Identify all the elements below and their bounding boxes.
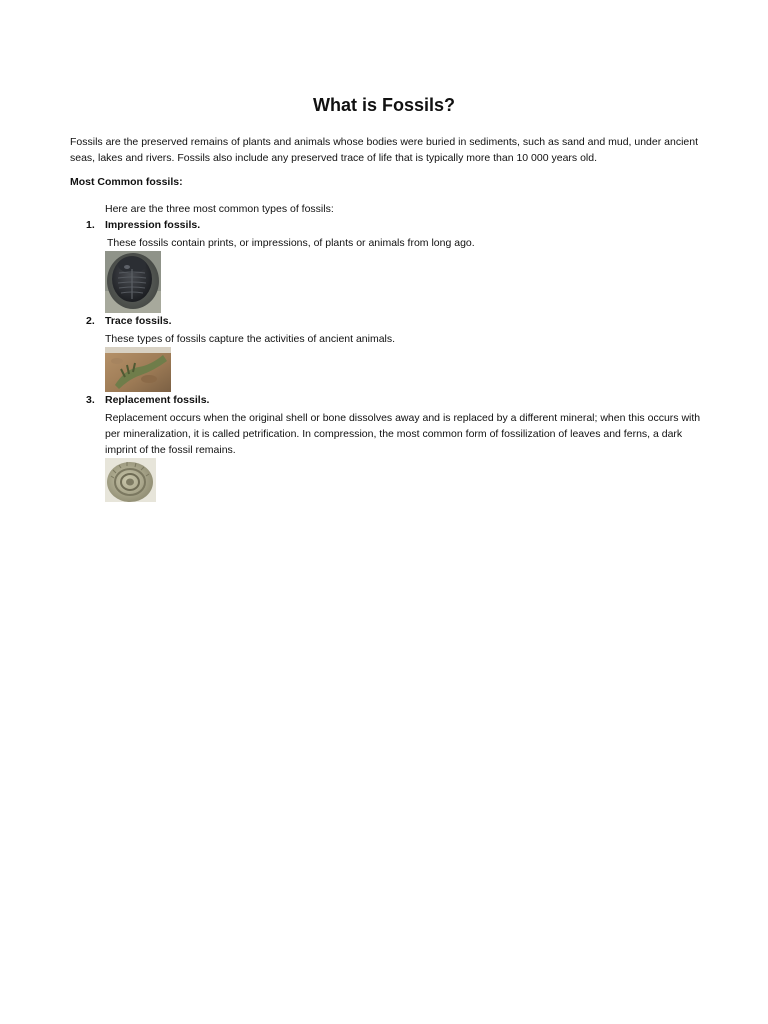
list-number: 2. (86, 315, 95, 327)
list-item-heading: Replacement fossils. (105, 394, 210, 406)
list-number: 1. (86, 219, 95, 231)
intro-paragraph: Fossils are the preserved remains of plants and animals whose bodies were buried in sediments, such as sand and mud, under ancient seas, lakes and rivers. Fossils also include any preserved trace of life that is typically more than 10 000 years old. (70, 136, 699, 164)
list-lead-text: Here are the three most common types of fossils: (105, 203, 334, 215)
list-item-heading: Trace fossils. (105, 315, 172, 327)
list-item-heading: Impression fossils. (105, 219, 201, 231)
list-number: 3. (86, 394, 95, 406)
section-heading: Most Common fossils: (70, 176, 183, 188)
list-item-description: These types of fossils capture the activities of ancient animals. (105, 333, 396, 345)
page-title: What is Fossils? (312, 95, 456, 115)
ammonite-fossil-photo (105, 458, 156, 502)
list-item-description: These fossils contain prints, or impressions, of plants or animals from long ago. (107, 237, 475, 249)
list-item-description: Replacement occurs when the original shell or bone dissolves away and is replaced by a different mineral; when this occurs with per mineralization, it is called petrification. In compression, the most common form of fossilization of leaves and ferns, a dark imprint of the fossil remains. (105, 412, 701, 456)
footprint-fossil-photo (105, 347, 171, 392)
trilobite-fossil-photo (105, 251, 161, 313)
